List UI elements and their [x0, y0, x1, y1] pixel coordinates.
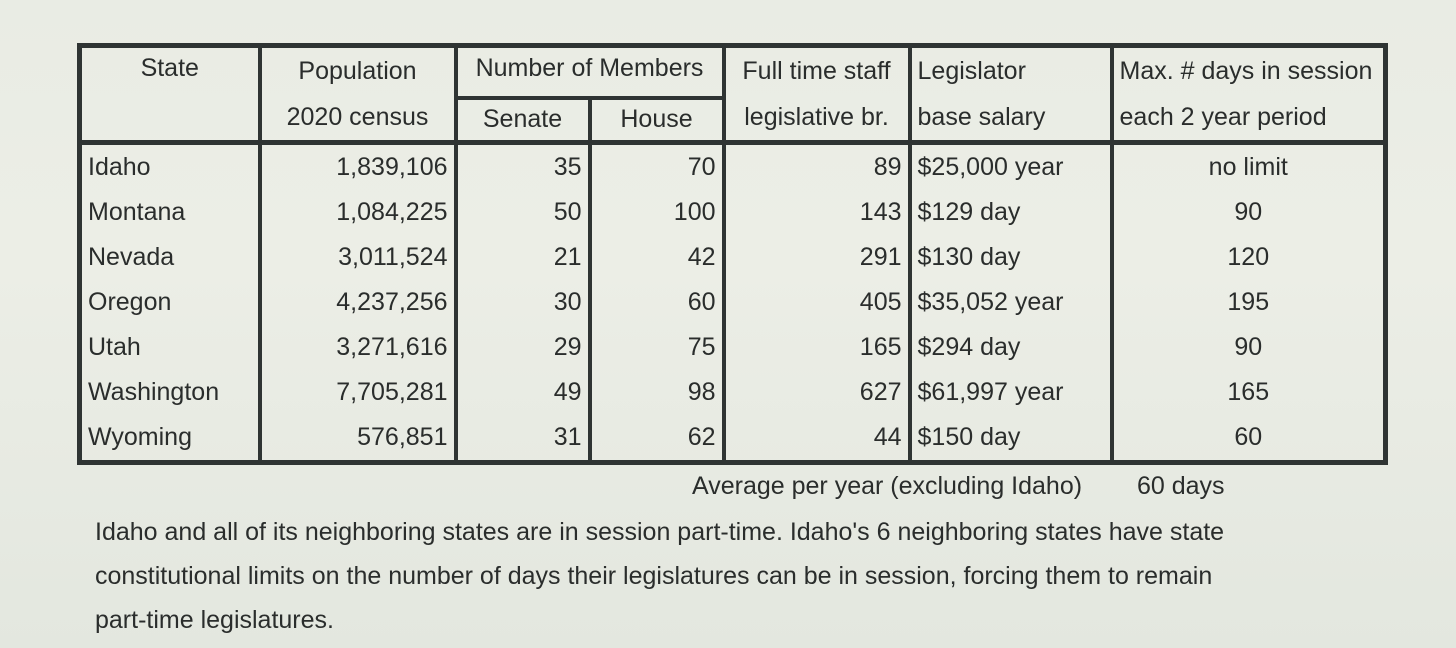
cell-salary: $61,997 year	[910, 370, 1112, 415]
cell-salary: $25,000 year	[910, 143, 1112, 191]
cell-house: 70	[590, 143, 724, 191]
cell-population: 7,705,281	[260, 370, 456, 415]
legislature-comparison-table	[77, 43, 1388, 465]
cell-population: 3,011,524	[260, 235, 456, 280]
cell-days: 60	[1112, 415, 1386, 463]
cell-state: Idaho	[80, 143, 260, 191]
cell-salary: $294 day	[910, 325, 1112, 370]
footnote-paragraph	[95, 510, 1325, 642]
header-population	[260, 46, 456, 143]
average-row	[0, 468, 1456, 504]
cell-staff: 143	[724, 190, 910, 235]
header-days	[1112, 46, 1386, 143]
average-value: 60 days	[1137, 472, 1225, 500]
cell-house: 62	[590, 415, 724, 463]
cell-salary: $129 day	[910, 190, 1112, 235]
header-staff-line1: Full time staff	[742, 57, 891, 85]
cell-house: 42	[590, 235, 724, 280]
cell-days: 90	[1112, 190, 1386, 235]
table-row	[80, 190, 1386, 235]
cell-house: 100	[590, 190, 724, 235]
header-number-of-members: Number of Members	[456, 46, 724, 99]
cell-house: 98	[590, 370, 724, 415]
table-row	[80, 280, 1386, 325]
cell-population: 4,237,256	[260, 280, 456, 325]
footnote-line: constitutional limits on the number of days their legislatures can be in session, forcing them to remain	[95, 562, 1213, 590]
header-population-line2: 2020 census	[286, 103, 429, 131]
table-row	[80, 143, 1386, 191]
cell-staff: 291	[724, 235, 910, 280]
cell-state: Utah	[80, 325, 260, 370]
cell-days: no limit	[1112, 143, 1386, 191]
cell-staff: 44	[724, 415, 910, 463]
cell-population: 1,839,106	[260, 143, 456, 191]
header-staff-line2: legislative br.	[744, 103, 889, 131]
cell-salary: $35,052 year	[910, 280, 1112, 325]
header-state: State	[80, 46, 260, 143]
cell-staff: 89	[724, 143, 910, 191]
table-row	[80, 415, 1386, 463]
cell-senate: 49	[456, 370, 590, 415]
average-label: Average per year (excluding Idaho)	[692, 472, 1083, 500]
cell-days: 90	[1112, 325, 1386, 370]
cell-population: 1,084,225	[260, 190, 456, 235]
cell-senate: 50	[456, 190, 590, 235]
cell-days: 195	[1112, 280, 1386, 325]
cell-state: Oregon	[80, 280, 260, 325]
cell-days: 165	[1112, 370, 1386, 415]
cell-senate: 21	[456, 235, 590, 280]
cell-senate: 31	[456, 415, 590, 463]
header-house: House	[590, 98, 724, 143]
cell-state: Montana	[80, 190, 260, 235]
cell-state: Wyoming	[80, 415, 260, 463]
cell-population: 576,851	[260, 415, 456, 463]
header-senate: Senate	[456, 98, 590, 143]
header-population-line1: Population	[298, 57, 417, 85]
cell-state: Nevada	[80, 235, 260, 280]
header-row	[80, 46, 1386, 99]
cell-senate: 29	[456, 325, 590, 370]
footnote-line: Idaho and all of its neighboring states are in session part-time. Idaho's 6 neighboring states have state	[95, 518, 1225, 546]
cell-house: 75	[590, 325, 724, 370]
footnote-line: part-time legislatures.	[95, 606, 334, 634]
cell-staff: 405	[724, 280, 910, 325]
cell-state: Washington	[80, 370, 260, 415]
cell-population: 3,271,616	[260, 325, 456, 370]
header-salary-line2: base salary	[917, 103, 1046, 131]
table-row	[80, 370, 1386, 415]
header-salary-line1: Legislator	[917, 57, 1026, 85]
header-salary	[910, 46, 1112, 143]
cell-senate: 35	[456, 143, 590, 191]
cell-house: 60	[590, 280, 724, 325]
cell-staff: 627	[724, 370, 910, 415]
cell-staff: 165	[724, 325, 910, 370]
cell-senate: 30	[456, 280, 590, 325]
table-row	[80, 325, 1386, 370]
header-days-line1: Max. # days in session	[1119, 57, 1373, 85]
cell-days: 120	[1112, 235, 1386, 280]
table-row	[80, 235, 1386, 280]
header-staff	[724, 46, 910, 143]
header-days-line2: each 2 year period	[1119, 103, 1327, 131]
cell-salary: $130 day	[910, 235, 1112, 280]
cell-salary: $150 day	[910, 415, 1112, 463]
